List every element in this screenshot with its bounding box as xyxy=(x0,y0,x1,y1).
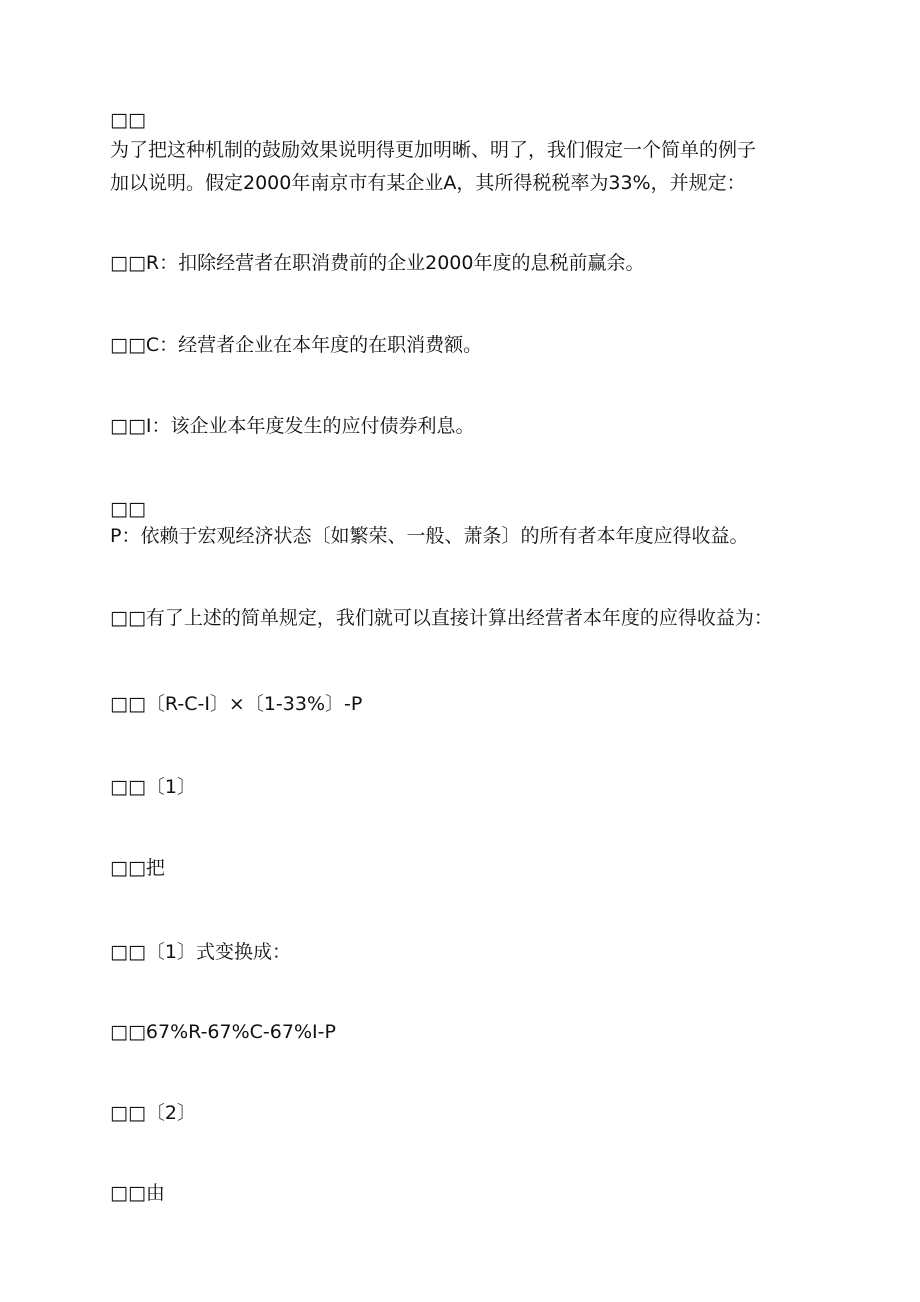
paragraph-line: 为了把这种机制的鼓励效果说明得更加明晰、明了，我们假定一个简单的例子 xyxy=(110,139,757,161)
definition-p: P：依赖于宏观经济状态〔如繁荣、一般、萧条〕的所有者本年度应得收益。 xyxy=(110,525,749,547)
definition-i: □□I：该企业本年度发生的应付债券利息。 xyxy=(110,415,475,437)
paragraph-line: □□〔1〕式变换成： xyxy=(110,941,291,963)
paragraph-line: □□有了上述的简单规定，我们就可以直接计算出经营者本年度的应得收益为： xyxy=(110,607,773,629)
formula-2: □□67%R-67%C-67%I-P xyxy=(110,1021,336,1043)
paragraph-line: 加以说明。假定2000年南京市有某企业A，其所得税税率为33%，并规定： xyxy=(110,172,746,194)
placeholder-glyphs: □□ xyxy=(110,498,146,520)
paragraph-line: □□把 xyxy=(110,857,165,879)
paragraph-line: □□由 xyxy=(110,1182,165,1204)
formula-1: □□〔R-C-I〕×〔1-33%〕-P xyxy=(110,693,363,715)
formula-number-2: □□〔2〕 xyxy=(110,1102,196,1124)
definition-c: □□C：经营者企业在本年度的在职消费额。 xyxy=(110,334,483,356)
placeholder-glyphs: □□ xyxy=(110,109,146,131)
definition-r: □□R：扣除经营者在职消费前的企业2000年度的息税前赢余。 xyxy=(110,252,645,274)
formula-number-1: □□〔1〕 xyxy=(110,776,196,798)
